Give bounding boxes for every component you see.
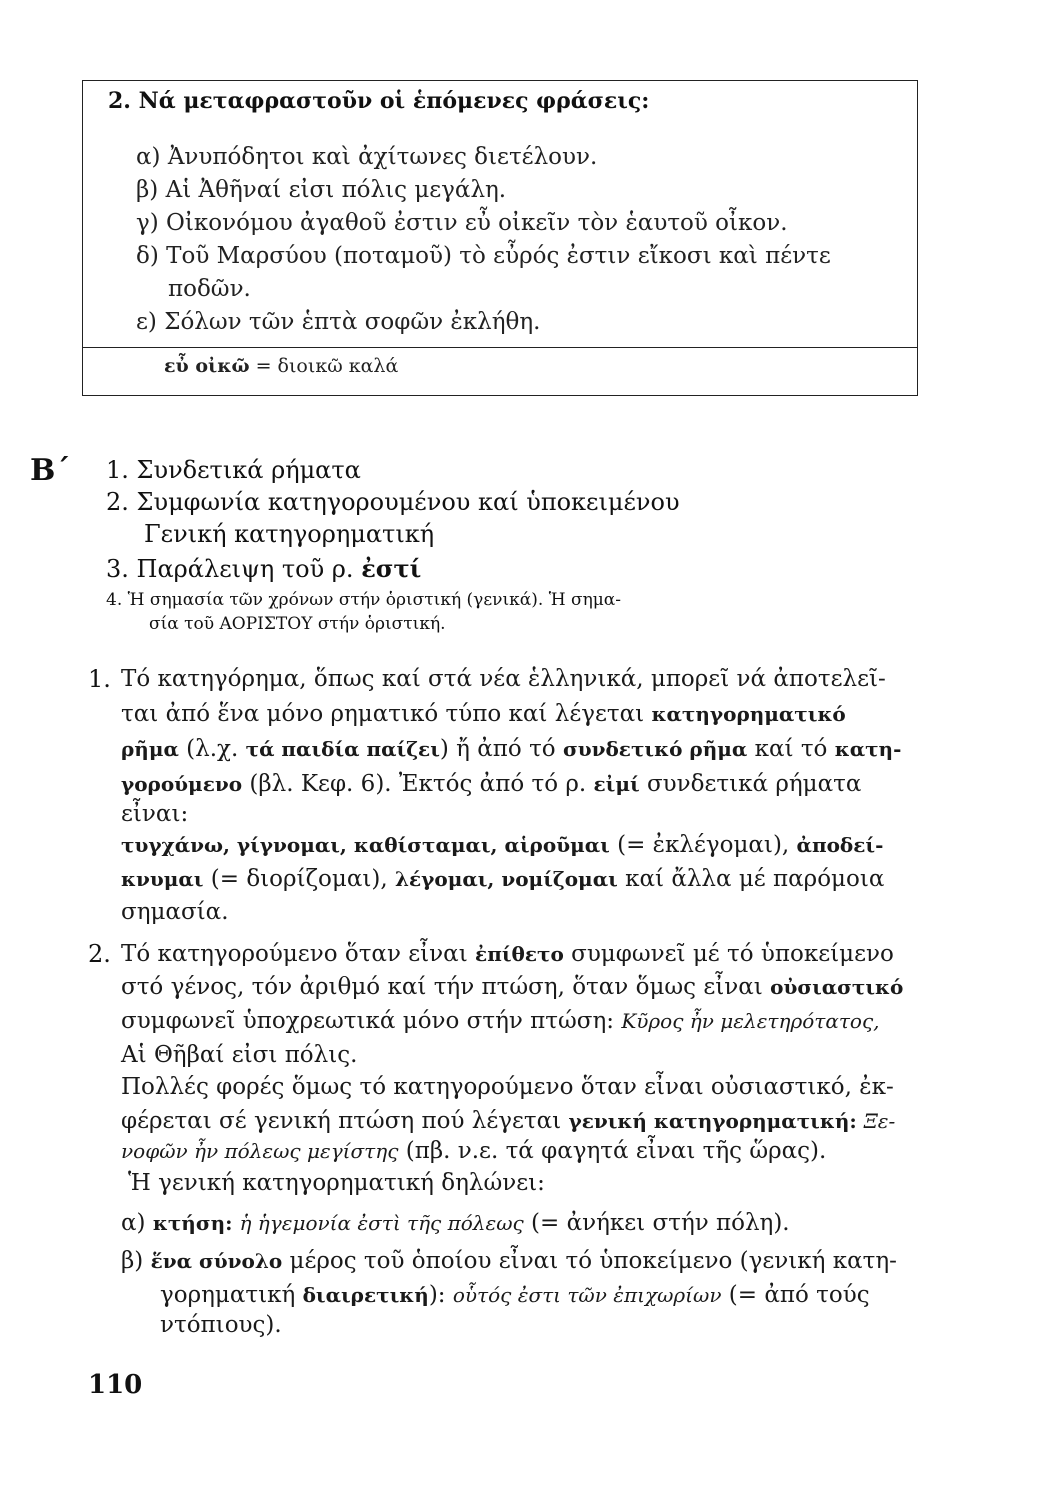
exercise-box bbox=[82, 80, 918, 396]
bold-term: ρῆμα bbox=[121, 737, 179, 761]
toc-item-4-cont: σία τοῦ ΑΟΡΙΣΤΟΥ στήν ὁριστική. bbox=[149, 614, 446, 634]
bold-term: κατηγορηματικό bbox=[651, 702, 846, 726]
toc-item-4: 4. Ἡ σημασία τῶν χρόνων στήν ὁριστική (γενικά). Ἡ σημα- bbox=[106, 590, 622, 610]
page-number: 110 bbox=[88, 1370, 143, 1400]
paragraph-2-line bbox=[121, 970, 903, 1004]
vocabulary-note-definition: = διοικῶ καλά bbox=[249, 355, 399, 377]
paragraph-2-list-item-b-cont: ντόπιους). bbox=[160, 1312, 282, 1338]
paragraph-1-number: 1. bbox=[88, 665, 111, 693]
paragraph-2-list-item-a bbox=[121, 1206, 790, 1240]
text-run: ) ἤ ἀπό τό bbox=[439, 736, 563, 762]
text-run: ται ἀπό ἕνα μόνο ρηματικό τύπο καί λέγεται bbox=[121, 701, 652, 727]
text-run: καί τό bbox=[747, 736, 835, 762]
paragraph-1-line: σημασία. bbox=[121, 899, 229, 925]
italic-example: νοφῶν ἦν πόλεως μεγίστης bbox=[121, 1139, 399, 1163]
text-run: φέρεται σέ γενική πτώση πού λέγεται bbox=[121, 1108, 569, 1134]
text-run: ): bbox=[428, 1282, 453, 1308]
paragraph-2-list-item-b bbox=[121, 1244, 897, 1278]
toc-item-1: 1. Συνδετικά ρήματα bbox=[106, 456, 361, 484]
bold-term: συνδετικό ρῆμα bbox=[562, 737, 748, 761]
text-run: (βλ. Κεφ. 6). Ἐκτός ἀπό τό ρ. bbox=[242, 771, 594, 797]
text-run: συμφωνεῖ ὑποχρεωτικά μόνο στήν πτώση: bbox=[121, 1008, 622, 1034]
bold-term: οὐσιαστικό bbox=[770, 975, 904, 999]
vocabulary-note bbox=[164, 355, 398, 377]
text-run: α) bbox=[121, 1210, 153, 1236]
paragraph-2-line bbox=[121, 1134, 826, 1168]
bold-term: κτήση: bbox=[152, 1211, 240, 1235]
exercise-box-divider bbox=[83, 347, 917, 348]
exercise-item-a: α) Ἀνυπόδητοι καὶ ἀχίτωνες διετέλουν. bbox=[136, 144, 598, 170]
exercise-item-d-cont: ποδῶν. bbox=[168, 276, 251, 302]
toc-item-3-term: ἐστί bbox=[361, 554, 422, 583]
text-run: (= ἀπό τούς bbox=[721, 1282, 870, 1308]
exercise-item-d: δ) Τοῦ Μαρσύου (ποταμοῦ) τὸ εὖρός ἐστιν εἴκοσι καὶ πέντε bbox=[136, 243, 831, 269]
text-run: Τό κατηγορούμενο ὅταν εἶναι bbox=[121, 941, 476, 967]
text-run: (= ἀνήκει στήν πόλη). bbox=[523, 1210, 790, 1236]
paragraph-2-example: Αἱ Θῆβαί εἰσι πόλις. bbox=[121, 1042, 358, 1068]
section-letter: Β΄ bbox=[30, 453, 71, 488]
paragraph-2-line: Ἡ γενική κατηγορηματική δηλώνει: bbox=[128, 1170, 545, 1196]
bold-term: τυγχάνω, γίγνομαι, καθίσταμαι, αἱροῦμαι bbox=[121, 833, 610, 857]
exercise-item-e: ε) Σόλων τῶν ἑπτὰ σοφῶν ἐκλήθη. bbox=[136, 309, 541, 335]
text-run: μέρος τοῦ ὁποίου εἶναι τό ὑποκείμενο (γενική κατη- bbox=[282, 1248, 897, 1274]
paragraph-1-line bbox=[121, 767, 861, 801]
paragraph-1-line bbox=[121, 862, 884, 896]
exercise-item-b: β) Αἱ Ἀθῆναί εἰσι πόλις μεγάλη. bbox=[136, 177, 507, 203]
text-run: β) bbox=[121, 1248, 151, 1274]
text-run: στό γένος, τόν ἀριθμό καί τήν πτώση, ὅταν ὅμως εἶναι bbox=[121, 974, 771, 1000]
exercise-title: 2. Νά μεταφραστοῦν οἱ ἑπόμενες φράσεις: bbox=[108, 88, 650, 114]
text-run: καί ἄλλα μέ παρόμοια bbox=[617, 866, 885, 892]
bold-term: γενική κατηγορηματική: bbox=[568, 1109, 864, 1133]
bold-term: γορούμενο bbox=[121, 772, 243, 796]
paragraph-1-line bbox=[121, 697, 846, 731]
italic-example: Ξε- bbox=[863, 1109, 896, 1133]
bold-term: εἰμί bbox=[593, 772, 640, 796]
text-run: (= ἐκλέγομαι), bbox=[609, 832, 797, 858]
italic-example: οὗτός ἐστι τῶν ἐπιχωρίων bbox=[452, 1283, 722, 1307]
text-run: συνδετικά ρήματα bbox=[639, 771, 862, 797]
bold-term: διαιρετική bbox=[302, 1283, 429, 1307]
paragraph-2-line bbox=[121, 1104, 895, 1138]
toc-item-3-label: 3. Παράλειψη τοῦ ρ. bbox=[106, 555, 362, 583]
paragraph-1-line: Τό κατηγόρημα, ὅπως καί στά νέα ἑλληνικά, μπορεῖ νά ἀποτελεῖ- bbox=[121, 666, 886, 692]
text-run: (λ.χ. bbox=[178, 736, 246, 762]
bold-term: τά παιδία παίζει bbox=[245, 737, 440, 761]
bold-term: ἕνα σύνολο bbox=[150, 1249, 283, 1273]
paragraph-2-line bbox=[121, 937, 894, 971]
paragraph-1-line: εἶναι: bbox=[121, 801, 189, 827]
italic-example: Κῦρος ἦν μελετηρότατος, bbox=[621, 1009, 880, 1033]
toc-item-2-sub: Γενική κατηγορηματική bbox=[144, 520, 435, 548]
text-run: (πβ. ν.ε. τά φαγητά εἶναι τῆς ὥρας). bbox=[398, 1138, 827, 1164]
paragraph-1-line bbox=[121, 828, 883, 862]
paragraph-2-line: Πολλές φορές ὅμως τό κατηγορούμενο ὅταν εἶναι οὐσιαστικό, ἐκ- bbox=[121, 1074, 894, 1100]
bold-term: κατη- bbox=[834, 737, 902, 761]
text-run: συμφωνεῖ μέ τό ὑποκείμενο bbox=[563, 941, 894, 967]
paragraph-2-list-item-b-cont bbox=[160, 1278, 870, 1312]
toc-item-2: 2. Συμφωνία κατηγορουμένου καί ὑποκειμένου bbox=[106, 488, 680, 516]
toc-item-3 bbox=[106, 554, 421, 583]
italic-example: ἡ ἡγεμονία ἐστὶ τῆς πόλεως bbox=[239, 1211, 524, 1235]
exercise-item-c: γ) Οἰκονόμου ἀγαθοῦ ἐστιν εὖ οἰκεῖν τὸν ἑαυτοῦ οἶκον. bbox=[136, 210, 788, 236]
bold-term: ἐπίθετο bbox=[475, 942, 564, 966]
paragraph-1-line bbox=[121, 732, 901, 766]
text-run: γορηματική bbox=[160, 1282, 303, 1308]
vocabulary-note-term: εὖ οἰκῶ bbox=[164, 355, 250, 377]
bold-term: ἀποδεί- bbox=[796, 833, 884, 857]
bold-term: κνυμαι bbox=[121, 867, 204, 891]
paragraph-2-line bbox=[121, 1004, 880, 1038]
paragraph-2-number: 2. bbox=[88, 940, 111, 968]
text-run: (= διορίζομαι), bbox=[203, 866, 395, 892]
bold-term: λέγομαι, νομίζομαι bbox=[394, 867, 618, 891]
